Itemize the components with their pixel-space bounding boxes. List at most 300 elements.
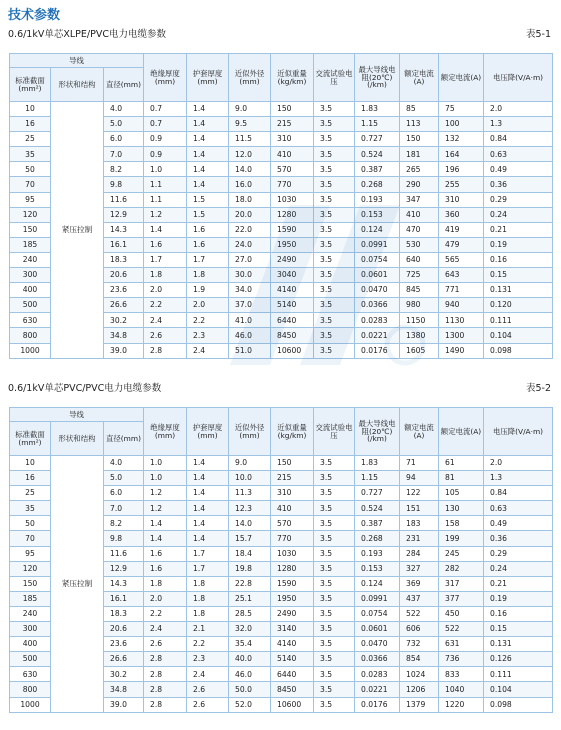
table-cell: 3.5 <box>314 606 355 621</box>
table-cell: 1.7 <box>187 561 229 576</box>
table-cell: 565 <box>439 252 484 267</box>
table-cell: 3.5 <box>314 192 355 207</box>
table-cell: 12.0 <box>229 147 271 162</box>
table-cell: 3.5 <box>314 531 355 546</box>
table-cell: 3.5 <box>314 132 355 147</box>
table-cell: 1.1 <box>144 192 187 207</box>
table-cell: 0.153 <box>355 561 400 576</box>
table-cell: 410 <box>271 501 314 516</box>
table-cell: 0.0283 <box>355 667 400 682</box>
table-cell: 1.4 <box>187 516 229 531</box>
header-cur2: 额定电流(A) <box>439 54 484 102</box>
table-cell: 18.0 <box>229 192 271 207</box>
table-cell: 70 <box>10 531 51 546</box>
table-cell: 150 <box>10 222 51 237</box>
table-cell: 6.0 <box>104 486 144 501</box>
table-cell: 0.131 <box>484 283 553 298</box>
table-cell: 5.0 <box>104 471 144 486</box>
table-cell: 196 <box>439 162 484 177</box>
table-cell: 3.5 <box>314 298 355 313</box>
table-cell: 3.5 <box>314 252 355 267</box>
table-cell: 1.3 <box>484 471 553 486</box>
header-res: 最大导线电阻(20℃)(/km) <box>355 408 400 456</box>
table-cell: 35 <box>10 501 51 516</box>
table-cell: 606 <box>400 622 439 637</box>
table-cell: 310 <box>271 132 314 147</box>
table-cell: 530 <box>400 237 439 252</box>
table-cell: 20.0 <box>229 207 271 222</box>
table-cell: 26.6 <box>104 652 144 667</box>
table-cell: 1.83 <box>355 102 400 117</box>
table-cell: 0.193 <box>355 546 400 561</box>
table-cell: 113 <box>400 117 439 132</box>
table-cell: 12.9 <box>104 561 144 576</box>
table-cell: 770 <box>271 177 314 192</box>
table-cell: 1.4 <box>187 117 229 132</box>
table-cell: 0.0470 <box>355 283 400 298</box>
table-cell: 18.3 <box>104 252 144 267</box>
table-cell: 81 <box>439 471 484 486</box>
table-cell: 0.0366 <box>355 652 400 667</box>
table-cell: 1.0 <box>144 162 187 177</box>
table-cell: 282 <box>439 561 484 576</box>
table-cell: 1030 <box>271 546 314 561</box>
table-cell: 0.727 <box>355 132 400 147</box>
table-cell: 369 <box>400 576 439 591</box>
table-cell: 1.4 <box>144 222 187 237</box>
table-cell: 231 <box>400 531 439 546</box>
table-cell: 150 <box>10 576 51 591</box>
table-cell: 16 <box>10 117 51 132</box>
table-cell: 22.0 <box>229 222 271 237</box>
table-cell: 3.5 <box>314 456 355 471</box>
table-cell: 240 <box>10 252 51 267</box>
table-cell: 0.9 <box>144 132 187 147</box>
table-cell: 1.6 <box>144 546 187 561</box>
table-cell: 14.0 <box>229 516 271 531</box>
table-cell: 4.0 <box>104 456 144 471</box>
header-group: 导线 <box>10 54 144 68</box>
table-cell: 10.0 <box>229 471 271 486</box>
table-cell: 1.4 <box>144 516 187 531</box>
table-cell: 0.63 <box>484 501 553 516</box>
table-cell: 0.387 <box>355 516 400 531</box>
table-cell: 51.0 <box>229 343 271 358</box>
table-cell: 377 <box>439 591 484 606</box>
table-cell: 15.7 <box>229 531 271 546</box>
table-cell: 25.1 <box>229 591 271 606</box>
table-cell: 800 <box>10 682 51 697</box>
table-cell: 215 <box>271 471 314 486</box>
table-cell: 1.8 <box>187 606 229 621</box>
table-cell: 27.0 <box>229 252 271 267</box>
table-cell: 0.16 <box>484 252 553 267</box>
table-cell: 2.8 <box>144 652 187 667</box>
table-cell: 18.4 <box>229 546 271 561</box>
table-cell: 400 <box>10 637 51 652</box>
table-cell: 105 <box>439 486 484 501</box>
header-ins: 绝缘厚度(mm) <box>144 408 187 456</box>
table-cell: 1490 <box>439 343 484 358</box>
table-cell: 0.0754 <box>355 606 400 621</box>
header-size: 标准截面(mm²) <box>10 68 51 102</box>
table-cell: 255 <box>439 177 484 192</box>
table-cell: 732 <box>400 637 439 652</box>
table-cell: 9.8 <box>104 531 144 546</box>
table-cell: 3.5 <box>314 622 355 637</box>
table-cell: 1.4 <box>187 471 229 486</box>
table-cell: 3.5 <box>314 313 355 328</box>
table-cell: 2.1 <box>187 622 229 637</box>
table-cell: 11.6 <box>104 546 144 561</box>
table-cell: 3.5 <box>314 222 355 237</box>
table-cell: 265 <box>400 162 439 177</box>
table-cell: 4140 <box>271 637 314 652</box>
table-cell: 5140 <box>271 652 314 667</box>
table-cell: 16.1 <box>104 237 144 252</box>
table-cell: 0.19 <box>484 237 553 252</box>
table-cell: 26.6 <box>104 298 144 313</box>
table-cell: 0.0991 <box>355 237 400 252</box>
table-cell: 450 <box>439 606 484 621</box>
table-cell: 0.19 <box>484 591 553 606</box>
table-cell: 2.0 <box>144 591 187 606</box>
table-cell: 1.4 <box>187 456 229 471</box>
table-cell: 437 <box>400 591 439 606</box>
table-cell: 5140 <box>271 298 314 313</box>
table-cell: 771 <box>439 283 484 298</box>
table-cell: 3.5 <box>314 591 355 606</box>
table-cell: 1000 <box>10 343 51 358</box>
table-cell: 0.36 <box>484 531 553 546</box>
table-cell: 70 <box>10 177 51 192</box>
table-cell: 0.24 <box>484 561 553 576</box>
table-cell: 50 <box>10 162 51 177</box>
table-cell: 1.0 <box>144 456 187 471</box>
table-cell: 1.8 <box>187 268 229 283</box>
table-cell: 3.5 <box>314 343 355 358</box>
table-cell: 1.4 <box>187 162 229 177</box>
table-cell: 30.0 <box>229 268 271 283</box>
table-cell: 85 <box>400 102 439 117</box>
table-cell: 16.0 <box>229 177 271 192</box>
table-cell: 0.0470 <box>355 637 400 652</box>
header-od: 近似外径(mm) <box>229 408 271 456</box>
table-cell: 3.5 <box>314 516 355 531</box>
table-cell: 0.29 <box>484 546 553 561</box>
table-cell: 2.0 <box>187 298 229 313</box>
table-cell: 1.9 <box>187 283 229 298</box>
table-cell: 94 <box>400 471 439 486</box>
table-cell: 500 <box>10 652 51 667</box>
table-cell: 0.0221 <box>355 328 400 343</box>
table-cell: 1030 <box>271 192 314 207</box>
table-cell: 1379 <box>400 697 439 712</box>
table-cell: 14.0 <box>229 162 271 177</box>
table-cell: 46.0 <box>229 328 271 343</box>
table-cell: 1220 <box>439 697 484 712</box>
table-cell: 0.524 <box>355 501 400 516</box>
table-cell: 3.5 <box>314 147 355 162</box>
table-2-ref: 表5-2 <box>525 383 551 394</box>
table-cell: 1.4 <box>187 147 229 162</box>
structure-cell: 紧压拉制 <box>51 456 104 713</box>
table-cell: 100 <box>439 117 484 132</box>
table-cell: 2.3 <box>187 328 229 343</box>
table-cell: 11.3 <box>229 486 271 501</box>
table-cell: 50.0 <box>229 682 271 697</box>
table-cell: 310 <box>271 486 314 501</box>
header-sheath: 护套厚度(mm) <box>187 408 229 456</box>
table-cell: 151 <box>400 501 439 516</box>
table-cell: 1590 <box>271 576 314 591</box>
table-cell: 3.5 <box>314 207 355 222</box>
table-cell: 0.098 <box>484 343 553 358</box>
table-cell: 310 <box>439 192 484 207</box>
header-size: 标准截面(mm²) <box>10 422 51 456</box>
header-test: 交流试验电压 <box>314 54 355 102</box>
table-cell: 10600 <box>271 343 314 358</box>
table-cell: 0.49 <box>484 516 553 531</box>
table-cell: 0.524 <box>355 147 400 162</box>
table-cell: 479 <box>439 237 484 252</box>
table-cell: 347 <box>400 192 439 207</box>
table-cell: 2490 <box>271 252 314 267</box>
table-cell: 16 <box>10 471 51 486</box>
table-cell: 1300 <box>439 328 484 343</box>
table-cell: 1.4 <box>187 177 229 192</box>
table-cell: 0.84 <box>484 486 553 501</box>
table-cell: 0.7 <box>144 117 187 132</box>
header-drop: 电压降(V/A·m) <box>484 408 553 456</box>
table-row <box>10 456 553 471</box>
table-cell: 8.2 <box>104 516 144 531</box>
table-cell: 14.3 <box>104 576 144 591</box>
table-cell: 2.4 <box>187 343 229 358</box>
header-sheath: 护套厚度(mm) <box>187 54 229 102</box>
table-cell: 8450 <box>271 682 314 697</box>
header-od: 近似外径(mm) <box>229 54 271 102</box>
table-cell: 1000 <box>10 697 51 712</box>
table-cell: 40.0 <box>229 652 271 667</box>
table-2 <box>9 407 553 713</box>
table-cell: 3.5 <box>314 283 355 298</box>
table-cell: 410 <box>400 207 439 222</box>
table-cell: 327 <box>400 561 439 576</box>
table-cell: 2.8 <box>144 667 187 682</box>
table-cell: 9.0 <box>229 102 271 117</box>
table-cell: 1950 <box>271 237 314 252</box>
table-cell: 500 <box>10 298 51 313</box>
table-cell: 940 <box>439 298 484 313</box>
table-cell: 16.1 <box>104 591 144 606</box>
table-cell: 400 <box>10 283 51 298</box>
table-cell: 1.8 <box>187 576 229 591</box>
table-cell: 2.2 <box>144 606 187 621</box>
table-cell: 0.0991 <box>355 591 400 606</box>
header-group: 导线 <box>10 408 144 422</box>
table-cell: 1.7 <box>187 546 229 561</box>
table-cell: 11.6 <box>104 192 144 207</box>
table-cell: 1.7 <box>144 252 187 267</box>
table-cell: 1.6 <box>187 222 229 237</box>
header-dia: 直径(mm) <box>104 68 144 102</box>
table-cell: 35 <box>10 147 51 162</box>
table-cell: 3.5 <box>314 471 355 486</box>
table-cell: 1.4 <box>187 486 229 501</box>
table-cell: 1.4 <box>187 501 229 516</box>
table-cell: 1.6 <box>187 237 229 252</box>
table-cell: 0.63 <box>484 147 553 162</box>
table-cell: 1950 <box>271 591 314 606</box>
table-cell: 1280 <box>271 207 314 222</box>
table-cell: 7.0 <box>104 501 144 516</box>
table-cell: 3.5 <box>314 486 355 501</box>
table-cell: 18.3 <box>104 606 144 621</box>
table-cell: 11.5 <box>229 132 271 147</box>
table-cell: 8.2 <box>104 162 144 177</box>
table-cell: 300 <box>10 622 51 637</box>
table-cell: 2.4 <box>144 313 187 328</box>
header-cur2: 额定电流(A) <box>439 408 484 456</box>
table-cell: 1040 <box>439 682 484 697</box>
table-cell: 1.4 <box>144 531 187 546</box>
table-cell: 2.6 <box>144 328 187 343</box>
table-cell: 1.3 <box>484 117 553 132</box>
table-cell: 0.24 <box>484 207 553 222</box>
table-cell: 7.0 <box>104 147 144 162</box>
table-1-ref: 表5-1 <box>525 29 551 40</box>
table-cell: 643 <box>439 268 484 283</box>
table-cell: 34.8 <box>104 682 144 697</box>
table-cell: 631 <box>439 637 484 652</box>
table-cell: 150 <box>271 102 314 117</box>
table-cell: 0.193 <box>355 192 400 207</box>
table-cell: 2.0 <box>484 456 553 471</box>
table-cell: 570 <box>271 162 314 177</box>
table-cell: 34.8 <box>104 328 144 343</box>
table-cell: 1206 <box>400 682 439 697</box>
table-cell: 0.21 <box>484 576 553 591</box>
table-cell: 6.0 <box>104 132 144 147</box>
table-cell: 570 <box>271 516 314 531</box>
table-cell: 2.6 <box>144 637 187 652</box>
table-cell: 0.268 <box>355 177 400 192</box>
table-cell: 800 <box>10 328 51 343</box>
table-cell: 25 <box>10 486 51 501</box>
table-cell: 0.153 <box>355 207 400 222</box>
table-cell: 0.15 <box>484 622 553 637</box>
table-cell: 30.2 <box>104 667 144 682</box>
table-cell: 10600 <box>271 697 314 712</box>
table-cell: 132 <box>439 132 484 147</box>
table-cell: 2.4 <box>144 622 187 637</box>
table-cell: 215 <box>271 117 314 132</box>
table-cell: 95 <box>10 192 51 207</box>
table-cell: 185 <box>10 237 51 252</box>
table-cell: 19.8 <box>229 561 271 576</box>
table-2-title: 0.6/1kV单芯PVC/PVC电力电缆参数 <box>8 383 162 394</box>
table-row <box>10 102 553 117</box>
table-cell: 1.4 <box>187 102 229 117</box>
table-cell: 1130 <box>439 313 484 328</box>
table-cell: 2.2 <box>144 298 187 313</box>
table-cell: 120 <box>10 561 51 576</box>
table-cell: 0.49 <box>484 162 553 177</box>
table-cell: 317 <box>439 576 484 591</box>
table-cell: 470 <box>400 222 439 237</box>
table-cell: 2.8 <box>144 343 187 358</box>
table-cell: 3.5 <box>314 652 355 667</box>
table-cell: 12.9 <box>104 207 144 222</box>
table-cell: 3.5 <box>314 576 355 591</box>
table-cell: 2.0 <box>484 102 553 117</box>
table-cell: 1.2 <box>144 501 187 516</box>
table-cell: 28.5 <box>229 606 271 621</box>
table-cell: 120 <box>10 207 51 222</box>
table-cell: 24.0 <box>229 237 271 252</box>
table-cell: 3.5 <box>314 667 355 682</box>
table-cell: 1.0 <box>144 471 187 486</box>
table-cell: 240 <box>10 606 51 621</box>
table-cell: 1.8 <box>144 268 187 283</box>
table-cell: 3.5 <box>314 697 355 712</box>
table-cell: 130 <box>439 501 484 516</box>
table-cell: 3.5 <box>314 682 355 697</box>
table-cell: 2490 <box>271 606 314 621</box>
table-cell: 3.5 <box>314 546 355 561</box>
table-cell: 0.120 <box>484 298 553 313</box>
header-cur1: 额定电流(A) <box>400 54 439 102</box>
table-cell: 1.83 <box>355 456 400 471</box>
header-shape: 形状和结构 <box>51 68 104 102</box>
header-ins: 绝缘厚度(mm) <box>144 54 187 102</box>
table-cell: 1.8 <box>187 591 229 606</box>
table-cell: 12.3 <box>229 501 271 516</box>
table-cell: 52.0 <box>229 697 271 712</box>
table-cell: 0.104 <box>484 682 553 697</box>
table-cell: 833 <box>439 667 484 682</box>
table-cell: 1280 <box>271 561 314 576</box>
table-cell: 3.5 <box>314 501 355 516</box>
table-cell: 2.6 <box>187 682 229 697</box>
table-cell: 0.36 <box>484 177 553 192</box>
table-cell: 3.5 <box>314 177 355 192</box>
table-cell: 2.6 <box>187 697 229 712</box>
table-cell: 0.126 <box>484 652 553 667</box>
table-cell: 1.6 <box>144 237 187 252</box>
table-cell: 300 <box>10 268 51 283</box>
table-cell: 770 <box>271 531 314 546</box>
table-cell: 0.0601 <box>355 268 400 283</box>
table-cell: 1380 <box>400 328 439 343</box>
header-cur1: 额定电流(A) <box>400 408 439 456</box>
table-cell: 4140 <box>271 283 314 298</box>
table-cell: 360 <box>439 207 484 222</box>
table-cell: 32.0 <box>229 622 271 637</box>
table-cell: 0.0283 <box>355 313 400 328</box>
table-cell: 185 <box>10 591 51 606</box>
table-cell: 181 <box>400 147 439 162</box>
table-cell: 0.387 <box>355 162 400 177</box>
table-cell: 1605 <box>400 343 439 358</box>
table-cell: 1.15 <box>355 117 400 132</box>
table-cell: 2.4 <box>187 667 229 682</box>
table-cell: 0.131 <box>484 637 553 652</box>
table-cell: 1.4 <box>187 531 229 546</box>
table-cell: 41.0 <box>229 313 271 328</box>
header-res: 最大导线电阻(20℃)(/km) <box>355 54 400 102</box>
